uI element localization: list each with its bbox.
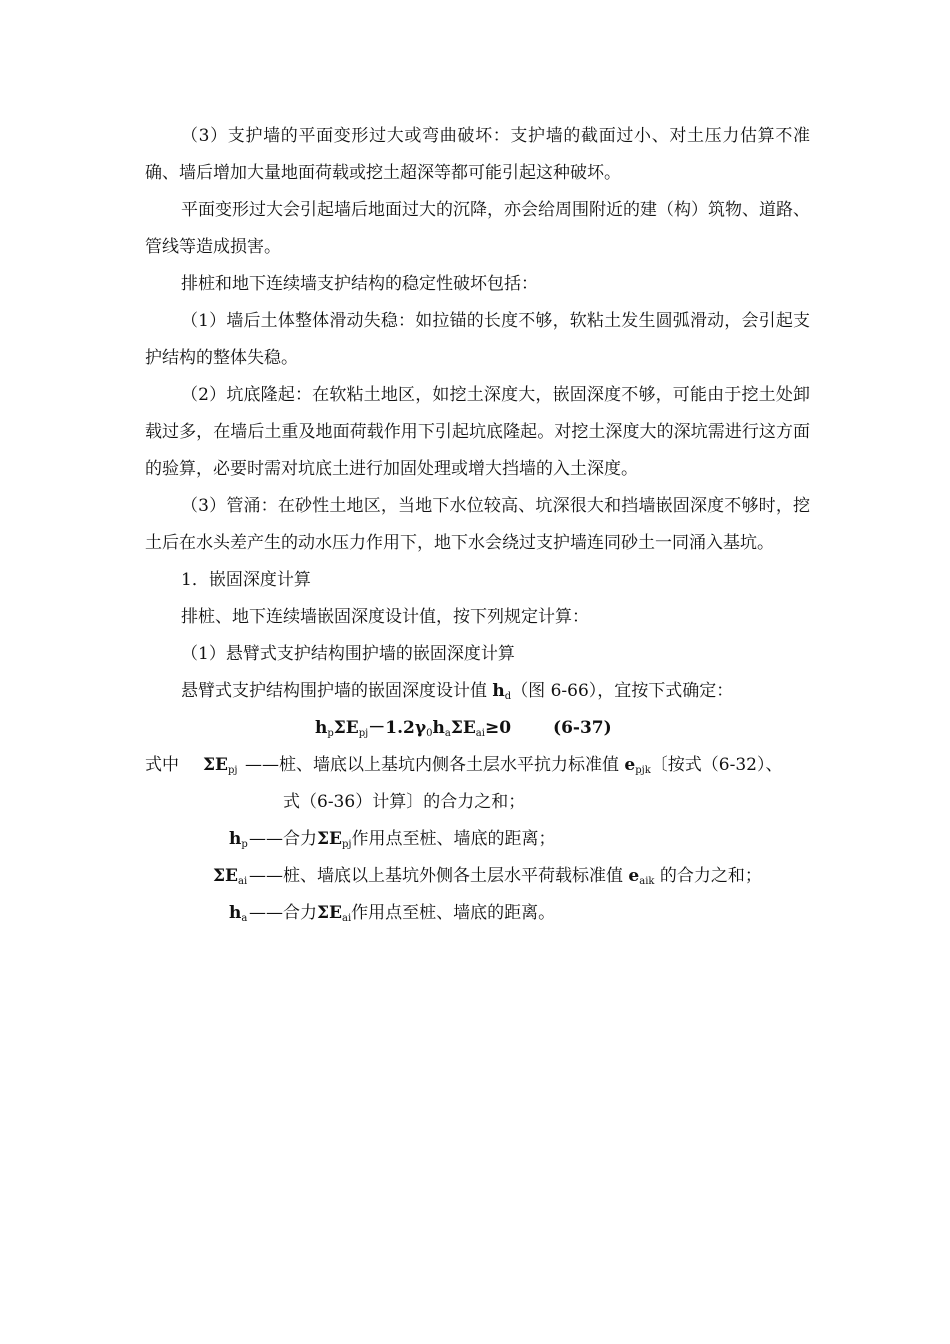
subsection-heading: （1）悬臂式支护结构围护墙的嵌固深度计算: [181, 644, 515, 664]
definition-epj-continued: 式（6-36）计算〕的合力之和；: [283, 792, 526, 812]
definition-ha: $h_a$ ——合力$\Sigma E_{ai}$作用点至桩、墙底的距离。: [229, 903, 556, 924]
definition-eai: $\Sigma E_{ai}$ ——桩、墙底以上基坑外侧各土层水平荷载标准值 $e_{aik}$ 的合力之和；: [213, 866, 762, 887]
paragraph-stability-intro: 排桩和地下连续墙支护结构的稳定性破坏包括：: [181, 274, 538, 294]
definition-label: 式中: [145, 755, 179, 775]
definition-hp: $h_p$ ——合力$\Sigma E_{pj}$作用点至桩、墙底的距离；: [229, 829, 556, 850]
paragraph-heave: （2）坑底隆起：在软粘土地区，如挖土深度大，嵌固深度不够，可能由于挖土处卸载过多，在墙后土重及地面荷载作用下引起坑底隆起。对挖土深度大的深坑需进行这方面的验算，必要时需对坑底土进行加固处理或增大挡墙的入土深度。: [145, 385, 810, 479]
document-page: [145, 118, 810, 932]
equation-number: (6-37): [553, 718, 612, 738]
paragraph-sliding: （1）墙后土体整体滑动失稳：如拉锚的长度不够，软粘土发生圆弧滑动，会引起支护结构的整体失稳。: [145, 311, 810, 368]
paragraph-settlement: 平面变形过大会引起墙后地面过大的沉降，亦会给周围附近的建（构）筑物、道路、管线等造成损害。: [145, 200, 810, 257]
equation-6-37: $h_p\Sigma E_{pj}-1.2\gamma_0h_a\Sigma E_{ai}\ge 0$ (6-37): [315, 718, 612, 739]
paragraph-piping: （3）管涌：在砂性土地区，当地下水位较高、坑深很大和挡墙嵌固深度不够时，挖土后在水头差产生的动水压力作用下，地下水会绕过支护墙连同砂土一同涌入基坑。: [145, 496, 810, 553]
paragraph-hd: 悬臂式支护结构围护墙的嵌固深度设计值 $h_d$（图 6-66），宜按下式确定：: [181, 681, 734, 702]
section-heading: 1．嵌固深度计算: [181, 570, 311, 590]
definition-epj: 式中 $\Sigma E_{pj}$ ——桩、墙底以上基坑内侧各土层水平抗力标准值 $e_{pjk}$〔按式（6-32）、: [145, 747, 810, 784]
paragraph-wall-deformation: （3）支护墙的平面变形过大或弯曲破坏：支护墙的截面过小、对土压力估算不准确、墙后增加大量地面荷载或挖土超深等都可能引起这种破坏。: [145, 126, 810, 183]
symbol-definitions: [145, 747, 810, 932]
paragraph-rules: 排桩、地下连续墙嵌固深度设计值，按下列规定计算：: [181, 607, 589, 627]
